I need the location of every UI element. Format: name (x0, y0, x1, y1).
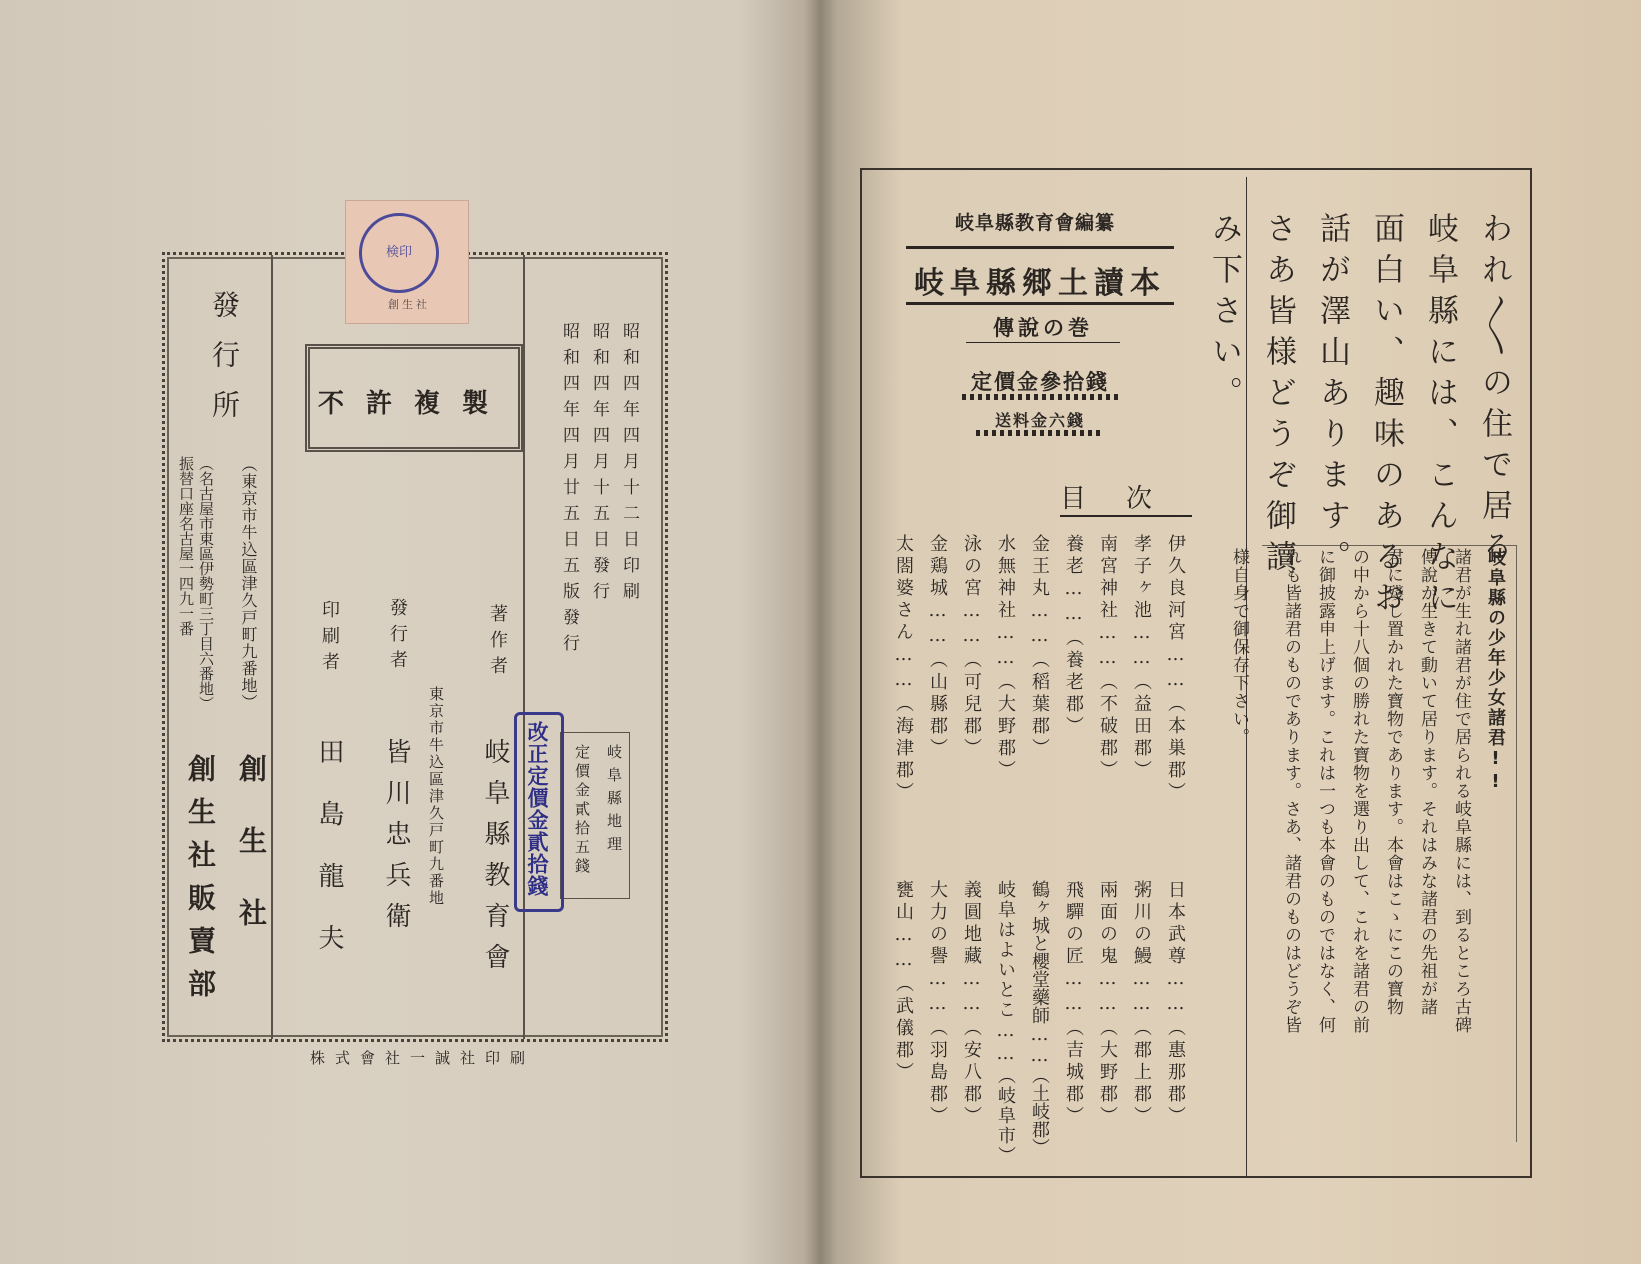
publisher-name: 皆川忠兵衛 (381, 738, 411, 943)
greeting-line: 諸君が生れ諸君が住で居られる岐阜縣には、到るところ古碑 (1451, 548, 1471, 1034)
postage-wavy-rule (976, 430, 1104, 436)
author-label: 著作者 (487, 604, 508, 682)
printing-company: 株式會社一誠社印刷 (310, 1049, 536, 1067)
colophon-divider (523, 255, 525, 1039)
branch-address: （名古屋市東區伊勢町三丁目六番地） (197, 456, 215, 711)
toc-entry: 甕山……（武儀郡） (893, 880, 914, 1084)
toc-entry: 日本武尊……（惠那郡） (1165, 880, 1186, 1128)
printer-name: 田島龍夫 (314, 738, 344, 986)
volume-rule (966, 342, 1120, 343)
greeting-line: に御披露申上げます。これは一つも本會のものではなく、何 (1315, 548, 1335, 1034)
publishing-house-name: 創生社 (235, 754, 268, 970)
greeting-line: れも皆諸君のものであります。さあ、諸君のものはどうぞ皆 (1281, 548, 1301, 1034)
toc-entry: 飛驒の匠……（吉城郡） (1063, 880, 1084, 1128)
greeting-heading: 岐阜縣の少年少女諸君!! (1485, 548, 1506, 794)
title-rule-top (906, 246, 1174, 249)
book-price: 定價金參拾錢 (971, 370, 1109, 394)
toc-heading: 目次 (1060, 478, 1192, 517)
greeting-line: 傳說が生きて動いて居ります。それはみな諸君の先祖が諸 (1417, 548, 1437, 1016)
intro-line: 面白い、趣味のあるお (1368, 212, 1404, 622)
greeting-line: の中から十八個の勝れた寶物を選り出して、これを諸君の前 (1349, 548, 1369, 1034)
toc-entry: 伊久良河宮……（本巣郡） (1165, 534, 1186, 804)
intro-line: われ〳〵の住で居る (1476, 212, 1512, 571)
fifth-edition-date: 昭和四年四月廿五日五版發行 (559, 322, 579, 660)
seal-stamp-label: 創生社 (388, 298, 430, 311)
toc-entry: 義圓地藏……（安八郡） (961, 880, 982, 1128)
intro-line: 岐阜縣には、こんなに (1422, 212, 1458, 622)
revised-price-text: 改正定價金貳拾錢 (525, 721, 549, 897)
seal-stamp-inner: 検印 (385, 245, 412, 260)
toc-entry: 金王丸……（稻葉郡） (1029, 534, 1050, 760)
greeting-line: 様自身で御保存下さい。 (1229, 548, 1249, 746)
toc-entry: 水無神社……（大野郡） (995, 534, 1016, 782)
price-wavy-rule (962, 394, 1118, 400)
printer-label: 印刷者 (319, 600, 340, 678)
volume-name: 傳說の巻 (993, 316, 1093, 340)
print-date: 昭和四年四月十二日印刷 (619, 322, 639, 608)
sales-department: 創生社販賣部 (184, 754, 217, 1012)
intro-line: さあ皆様どうぞ御讀 (1260, 212, 1296, 581)
author-name: 岐阜縣教育會 (480, 738, 510, 984)
intro-line: 話が澤山あります。 (1314, 212, 1350, 581)
editor-credit: 岐阜縣教育會編纂 (954, 212, 1115, 234)
publishing-house-address: （東京市牛込區津久戸町九番地） (239, 456, 258, 711)
toc-entry: 粥川の鰻……（郡上郡） (1131, 880, 1152, 1128)
seal-stamp-circle (359, 213, 439, 293)
revised-price-stamp (514, 712, 564, 912)
toc-entry: 太閤婆さん……（海津郡） (893, 534, 914, 804)
no-reprint-box (305, 344, 523, 452)
no-reprint-notice: 不許複製 (317, 389, 510, 419)
toc-entry: 養老……（養老郡） (1063, 534, 1084, 738)
toc-entry: 岐阜はよいとこ……（岐阜市） (995, 880, 1016, 1166)
postage: 送料金六錢 (994, 411, 1085, 430)
publish-date: 昭和四年四月十五日發行 (589, 322, 609, 608)
toc-entry: 孝子ヶ池……（益田郡） (1131, 534, 1152, 782)
branch-account: 振替口座名古屋一四九一番 (177, 456, 195, 636)
book-title: 岐阜縣郷土讀本 (914, 266, 1166, 301)
toc-entry: 鶴ヶ城と櫻堂藥師……（土岐郡） (1029, 880, 1050, 1156)
title-rule-bottom (906, 302, 1174, 305)
toc-entry: 兩面の鬼……（大野郡） (1097, 880, 1118, 1128)
publishing-house-label: 發行所 (208, 290, 241, 440)
colophon-divider (271, 255, 273, 1039)
toc-entry: 大力の譽……（羽島郡） (927, 880, 948, 1128)
greeting-line: 君に殘し置かれた寶物であります。本會はこゝにこの寶物 (1383, 548, 1403, 1016)
publisher-label: 發行者 (387, 598, 408, 676)
price-box-price: 定價金貳拾五錢 (573, 744, 591, 877)
publisher-address: 東京市牛込區津久戸町九番地 (427, 686, 445, 907)
price-box-title: 岐阜縣地理 (605, 744, 623, 859)
intro-line: み下さい。 (1206, 212, 1242, 417)
toc-entry: 金鶏城……（山縣郡） (927, 534, 948, 760)
toc-entry: 泳の宮……（可兒郡） (961, 534, 982, 760)
toc-entry: 南宮神社……（不破郡） (1097, 534, 1118, 782)
